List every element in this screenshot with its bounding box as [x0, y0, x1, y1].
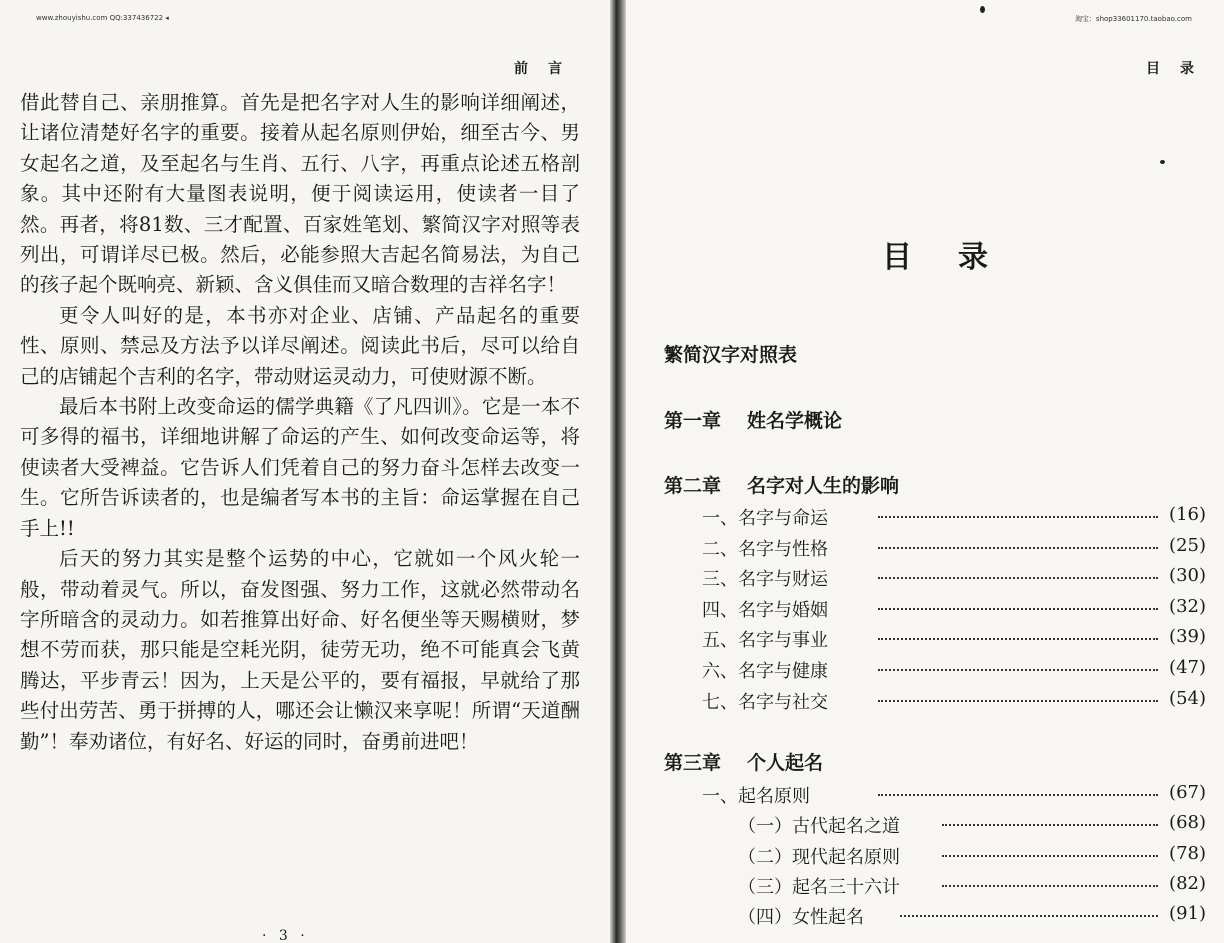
- preface-body: [20, 88, 580, 757]
- toc-entry: [626, 782, 1216, 810]
- chapter-number: 第一章: [664, 410, 722, 432]
- right-top-line: 淘宝：shop33601170.taobao.com: [1074, 15, 1192, 23]
- chapter-title: 繁简汉字对照表: [664, 344, 798, 366]
- leader-dots: [942, 885, 1158, 887]
- leader-dots: [878, 700, 1158, 702]
- toc-entry-label: （二）现代起名原则: [738, 847, 900, 868]
- preface-paragraph-1: 借此替自己、亲朋推算。首先是把名字对人生的影响详细阐述，让诸位清楚好名字的重要。接着从起名原则伊始，细至古今、男女起名之道，及至起名与生肖、五行、八字，再重点论述五格剖象。其中还附有大量图表说明，便于阅读运用，使读者一目了然。再者，将81数、三才配置、百家姓笔划、繁简汉字对照等表列出，可谓详尽已极。然后，必能参照大吉起名简易法，为自己的孩子起个既响亮、新颖、含义俱佳而又暗合数理的吉祥名字！: [20, 91, 580, 297]
- toc-entry: [626, 504, 1216, 532]
- toc-entry-page: (91): [1169, 903, 1206, 924]
- toc-entry: [626, 843, 1216, 871]
- left-running-head: 前言: [514, 61, 582, 77]
- toc-chapter-tables: [664, 340, 797, 367]
- chapter-number: 第三章: [664, 752, 722, 774]
- toc-chapter-3: [664, 748, 823, 775]
- toc-chapter-2: [664, 471, 899, 498]
- leader-dots: [878, 547, 1158, 549]
- chapter-title: 个人起名: [747, 752, 824, 774]
- preface-paragraph-3: 最后本书附上改变命运的儒学典籍《了凡四训》。它是一本不可多得的福书，详细地讲解了命运的产生、如何改变命运等，将使读者大受裨益。它告诉人们凭着自己的努力奋斗怎样去改变一生。它所告诉读者的，也是编者写本书的主旨：命运掌握在自己手上!!: [20, 395, 580, 540]
- toc-entry-page: (67): [1169, 782, 1206, 803]
- toc-entry-label: 六、名字与健康: [702, 661, 828, 682]
- toc-entry-page: (78): [1169, 843, 1206, 864]
- leader-dots: [878, 516, 1158, 518]
- toc-entry: [626, 565, 1216, 593]
- leader-dots: [900, 915, 1158, 917]
- toc-chapter-1: [664, 406, 842, 433]
- toc-entry-label: 二、名字与性格: [702, 539, 828, 560]
- leader-dots: [878, 638, 1158, 640]
- leader-dots: [878, 577, 1158, 579]
- leader-dots: [878, 608, 1158, 610]
- scan-speck: [980, 6, 985, 13]
- toc-entry: [626, 626, 1216, 654]
- toc-entry-page: (16): [1169, 504, 1206, 525]
- toc-entry-page: (82): [1169, 873, 1206, 894]
- leader-dots: [878, 794, 1158, 796]
- toc-entry: [626, 688, 1216, 716]
- chapter-title: 姓名学概论: [747, 410, 843, 432]
- toc-entry-label: （四）女性起名: [738, 907, 864, 928]
- toc-entry-page: (30): [1169, 565, 1206, 586]
- right-page: [626, 0, 1224, 943]
- preface-paragraph-4: 后天的努力其实是整个运势的中心，它就如一个风火轮一般，带动着灵气。所以，奋发图强、努力工作，这就必然带动名字所暗含的灵动力。如若推算出好命、好名便坐等天赐横财，梦想不劳而获，那只能是空耗光阴，徒劳无功，绝不可能真会飞黄腾达，平步青云！因为，上天是公平的，要有福报，早就给了那些付出劳苦、勇于拼搏的人，哪还会让懒汉来享呢！所谓“天道酬勤”！奉劝诸位，有好名、好运的同时，奋勇前进吧！: [20, 547, 580, 753]
- toc-entry-page: (68): [1169, 812, 1206, 833]
- toc-entry-label: 一、起名原则: [702, 786, 810, 807]
- toc-entry-label: 一、名字与命运: [702, 508, 828, 529]
- toc-entry: [626, 812, 1216, 840]
- toc-entry-label: 五、名字与事业: [702, 630, 828, 651]
- toc-entry-page: (47): [1169, 657, 1206, 678]
- toc-entry-page: (39): [1169, 626, 1206, 647]
- leader-dots: [878, 669, 1158, 671]
- toc-entry: [626, 903, 1216, 931]
- toc-entry: [626, 657, 1216, 685]
- toc-entry-page: (54): [1169, 688, 1206, 709]
- page-number: · 3 ·: [262, 928, 309, 943]
- toc-entry-label: 四、名字与婚姻: [702, 600, 828, 621]
- toc-entry: [626, 596, 1216, 624]
- book-gutter: [610, 0, 626, 943]
- right-running-head: 目录: [1146, 61, 1214, 77]
- left-page: [0, 0, 610, 943]
- toc-title: 目录: [882, 240, 1034, 275]
- toc-entry-label: 三、名字与财运: [702, 569, 828, 590]
- toc-entry-page: (25): [1169, 535, 1206, 556]
- chapter-title: 名字对人生的影响: [747, 475, 900, 497]
- leader-dots: [942, 855, 1158, 857]
- toc-entry-label: 七、名字与社交: [702, 692, 828, 713]
- toc-entry-page: (32): [1169, 596, 1206, 617]
- preface-paragraph-2: 更令人叫好的是，本书亦对企业、店铺、产品起名的重要性、原则、禁忌及方法予以详尽阐述。阅读此书后，尽可以给自己的店铺起个吉利的名字，带动财运灵动力，可使财源不断。: [20, 303, 580, 388]
- scan-speck: [1160, 160, 1165, 164]
- leader-dots: [942, 824, 1158, 826]
- left-top-line: www.zhouyishu.com QQ:337436722 ◂: [36, 14, 169, 22]
- toc-entry: [626, 873, 1216, 901]
- toc-entry-label: （一）古代起名之道: [738, 816, 900, 837]
- toc-entry: [626, 535, 1216, 563]
- toc-entry-label: （三）起名三十六计: [738, 877, 900, 898]
- chapter-number: 第二章: [664, 475, 722, 497]
